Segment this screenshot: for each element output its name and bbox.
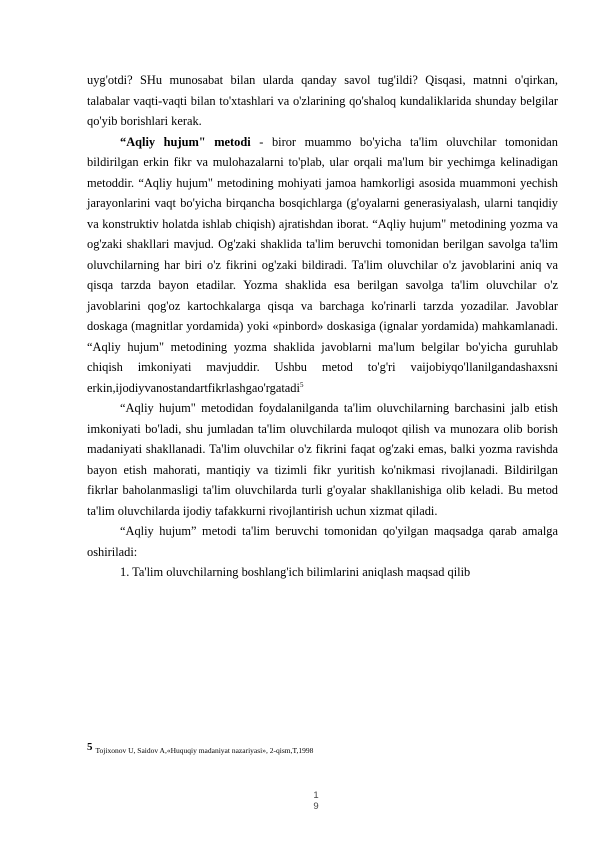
footnote-mark: 5 [87, 740, 93, 753]
page-number-digit-1: 1 [313, 790, 319, 801]
list-item-1: 1. Ta'lim oluvchilarning boshlang'ich bilimlarini aniqlash maqsad qilib [120, 565, 471, 579]
definition-text: - biror muammo bo'yicha ta'lim oluvchilar tomonidan bildirilgan erkin fikr va mulohazalarni to'plab, ular orqali ma'lum bir yechimga kelinadigan metoddir. “Aqliy hujum" metodining mohiyati jamoa hamkorligi asosida muammoni yechish jarayonlarini vaqt bo'yicha birqancha bosqichlarga (g'oyalarni generasiyalash, ularni tanqidiy va konstruktiv holatda ishlab chiqish) ajratishdan iborat. “Aqliy hujum" metodining yozma va og'zaki shakllari mavjud. Og'zaki shaklida ta'lim beruvchi tomonidan berilgan savolga ta'lim oluvchilarning har biri o'z fikrini og'zaki bildiradi. Ta'lim oluvchilar o'z javoblarini aniq va qisqa tarzda bayon etadilar. Yozma shaklida esa berilgan savolga ta'lim oluvchilar o'z javoblarini qog'oz kartochkalarga qisqa va barchaga ko'rinarli tarzda yozadilar. Javoblar doskaga (magnitlar yordamida) yoki «pinbord» doskasiga (ignalar yordamida) mahkamlanadi. “Aqliy hujum" metodining yozma shaklida javoblarni ma'lum belgilar bo'yicha guruhlab chiqish imkoniyati mavjuddir. Ushbu metod to'g'ri vaijobiyqo'llanilgandashaxsni erkin,ijodiyvanostandartfikrlashgao'rgatadi [87, 134, 558, 395]
footnote-text: Tojixonov U, Saidov A,«Huquqiy madaniyat nazariyasi», 2-qism,T,1998 [95, 746, 314, 755]
paragraph-aqliy-hujum-definition [87, 132, 558, 399]
method-term: “Aqliy hujum" metodi [120, 134, 251, 149]
footnote-reference: 5 [299, 380, 304, 389]
page-number-digit-2: 9 [313, 801, 319, 812]
paragraph-1: uyg'otdi? SHu munosabat bilan ularda qanday savol tug'ildi? Qisqasi, matnni o'qirkan, talabalar vaqti-vaqti bilan to'xtashlari va o'zlarining qo'shaloq kundaliklarida shunday belgilar qo'yib borishlari kerak. [87, 73, 558, 128]
footnote [87, 740, 558, 756]
paragraph-3: “Aqliy hujum" metodidan foydalanilganda ta'lim oluvchilarning barchasini jalb etish imkoniyati bo'ladi, shu jumladan ta'lim oluvchilarda muloqot qilish va munozara olib borish madaniyati shakllanadi. Ta'lim oluvchilar o'z fikrini faqat og'zaki emas, balki yozma ravishda bayon etish mahorati, mantiqiy va tizimli fikr yuritish ko'nikmasi rivojlanadi. Bildirilgan fikrlar baholanmasligi ta'lim oluvchilarda turli g'oyalar shakllanishiga olib keladi. Bu metod ta'lim oluvchilarda ijodiy tafakkurni rivojlantirish uchun xizmat qiladi. [87, 401, 558, 518]
paragraph-4: “Aqliy hujum” metodi ta'lim beruvchi tomonidan qo'yilgan maqsadga qarab amalga oshiriladi: [87, 524, 558, 559]
page-number [312, 790, 320, 812]
body-text [87, 70, 558, 583]
